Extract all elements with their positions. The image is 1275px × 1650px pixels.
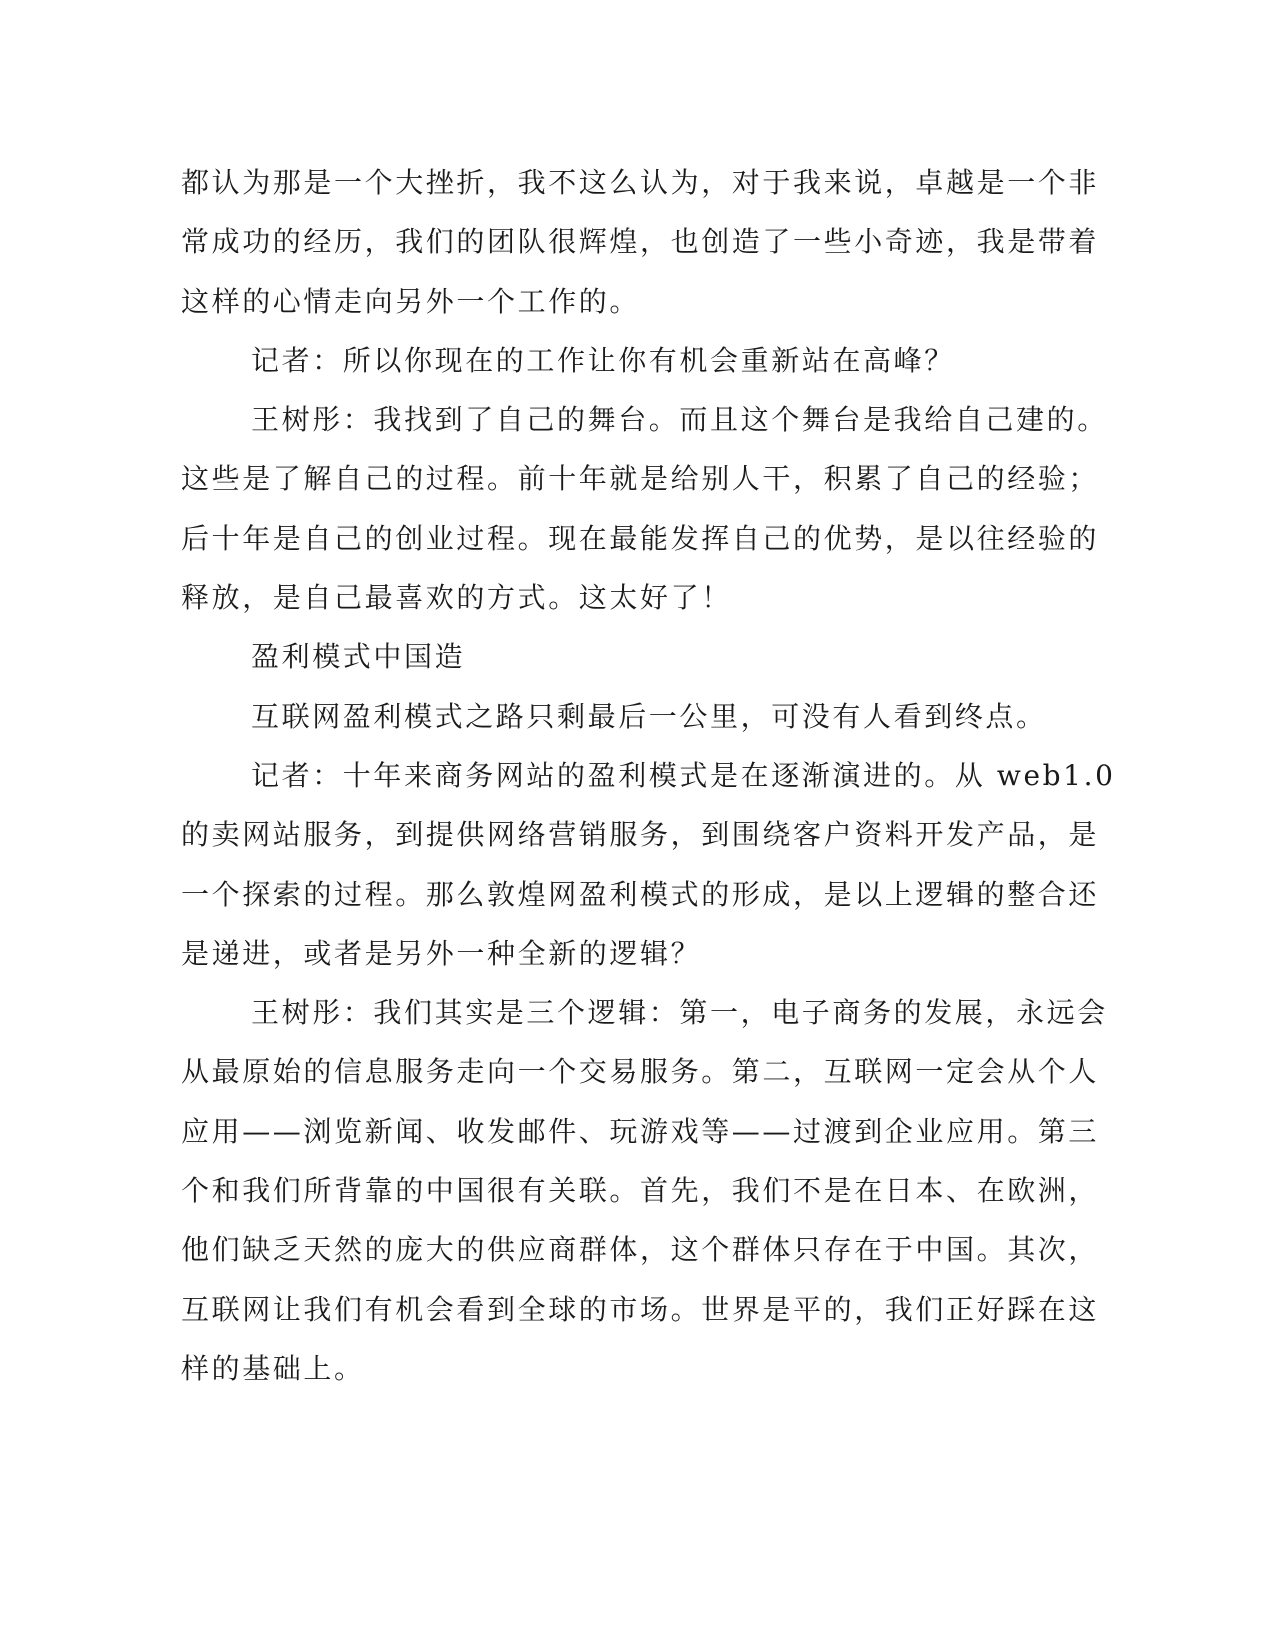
text-line: 是递进，或者是另外一种全新的逻辑？ [181,936,702,970]
text-line: 这些是了解自己的过程。前十年就是给别人干，积累了自己的经验； [181,462,1100,496]
text-line: 个和我们所背靠的中国很有关联。首先，我们不是在日本、在欧洲， [181,1174,1100,1208]
text-line: 记者：十年来商务网站的盈利模式是在逐渐演进的。从 web1.0 [251,758,1116,792]
text-line: 王树彤：我们其实是三个逻辑：第一，电子商务的发展，永远会 [251,996,1108,1030]
text-line: 从最原始的信息服务走向一个交易服务。第二，互联网一定会从个人 [181,1055,1100,1089]
text-line: 都认为那是一个大挫折，我不这么认为，对于我来说，卓越是一个非 [181,166,1100,199]
text-line: 他们缺乏天然的庞大的供应商群体，这个群体只存在于中国。其次， [181,1233,1100,1267]
text-line: 常成功的经历，我们的团队很辉煌，也创造了一些小奇迹，我是带着 [181,225,1100,259]
section-heading: 盈利模式中国造 [251,640,466,674]
text-line: 互联网让我们有机会看到全球的市场。世界是平的，我们正好踩在这 [181,1292,1100,1326]
text-line: 一个探索的过程。那么敦煌网盈利模式的形成，是以上逻辑的整合还 [181,877,1100,911]
text-line: 记者：所以你现在的工作让你有机会重新站在高峰？ [251,343,955,377]
body-text [181,153,1116,1398]
text-line: 应用——浏览新闻、收发邮件、玩游戏等——过渡到企业应用。第三 [181,1114,1100,1148]
text-line: 释放，是自己最喜欢的方式。这太好了！ [181,581,732,615]
text-line: 样的基础上。 [181,1351,365,1385]
text-line: 王树彤：我找到了自己的舞台。而且这个舞台是我给自己建的。 [251,403,1108,437]
text-line: 互联网盈利模式之路只剩最后一公里，可没有人看到终点。 [251,699,1047,733]
text-line: 这样的心情走向另外一个工作的。 [181,284,641,318]
text-line: 后十年是自己的创业过程。现在最能发挥自己的优势，是以往经验的 [181,521,1100,555]
text-line: 的卖网站服务，到提供网络营销服务，到围绕客户资料开发产品，是 [181,818,1100,852]
